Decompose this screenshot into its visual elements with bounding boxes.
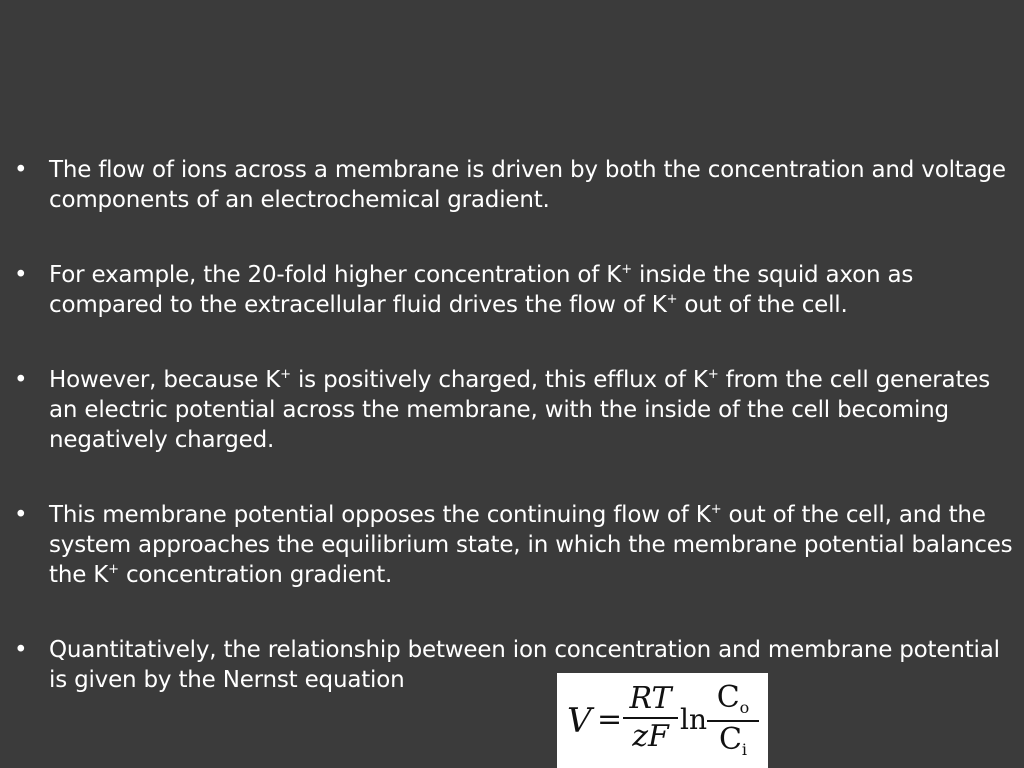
text-run: This membrane potential opposes the continuing flow of K [49, 502, 711, 528]
superscript: + [666, 292, 678, 307]
bullet-marker: • [14, 637, 28, 663]
bullet-text [49, 635, 1014, 695]
text-run: For example, the 20-fold higher concentration of K [49, 262, 622, 288]
text-run: from the cell generates an electric potential across the membrane, with the inside of the cell becoming negatively charged. [49, 367, 991, 453]
bullet-item [14, 365, 1014, 455]
rt-over-zf-fraction [623, 683, 678, 753]
fraction-denominator: zF [632, 719, 669, 754]
superscript: + [707, 367, 719, 382]
concentration-symbol: C [718, 722, 742, 757]
bullet-text [49, 155, 1014, 215]
bullet-text [49, 260, 1014, 320]
bullet-list [14, 155, 1014, 740]
bullet-marker: • [14, 262, 28, 288]
subscript: i [741, 740, 748, 759]
inside-concentration [707, 724, 759, 760]
text-run: However, because K [49, 367, 281, 393]
text-run: out of the cell, and the system approaches the equilibrium state, in which the membrane potential balances the K [49, 502, 1013, 588]
concentration-symbol: C [716, 680, 740, 715]
bullet-marker: • [14, 157, 28, 183]
concentration-ratio-fraction [707, 682, 759, 760]
text-run: The flow of ions across a membrane is driven by both the concentration and voltage components of an electrochemical gradient. [49, 157, 1006, 213]
superscript: + [710, 502, 722, 517]
nernst-equation-image [557, 673, 768, 768]
bullet-marker: • [14, 502, 28, 528]
text-run: out of the cell. [677, 292, 848, 318]
text-run: concentration gradient. [118, 562, 393, 588]
bullet-item [14, 635, 1014, 695]
text-run: is positively charged, this efflux of K [290, 367, 708, 393]
bullet-item [14, 260, 1014, 320]
bullet-item [14, 155, 1014, 215]
equation-lhs: V [567, 701, 592, 741]
superscript: + [108, 562, 119, 577]
superscript: + [280, 367, 291, 382]
bullet-text [49, 500, 1014, 590]
text-run: inside the squid axon as compared to the extracellular fluid drives the flow of K [49, 262, 914, 318]
bullet-item [14, 500, 1014, 590]
superscript: + [621, 262, 632, 277]
text-run: Quantitatively, the relationship between ion concentration and membrane potential is given by the Nernst equation [49, 637, 1000, 693]
bullet-text [49, 365, 1014, 455]
natural-log: ln [680, 703, 707, 736]
outside-concentration [707, 682, 759, 718]
fraction-numerator: RT [629, 681, 672, 716]
subscript: o [739, 698, 750, 717]
bullet-marker: • [14, 367, 28, 393]
equation-equals: = [597, 702, 623, 737]
